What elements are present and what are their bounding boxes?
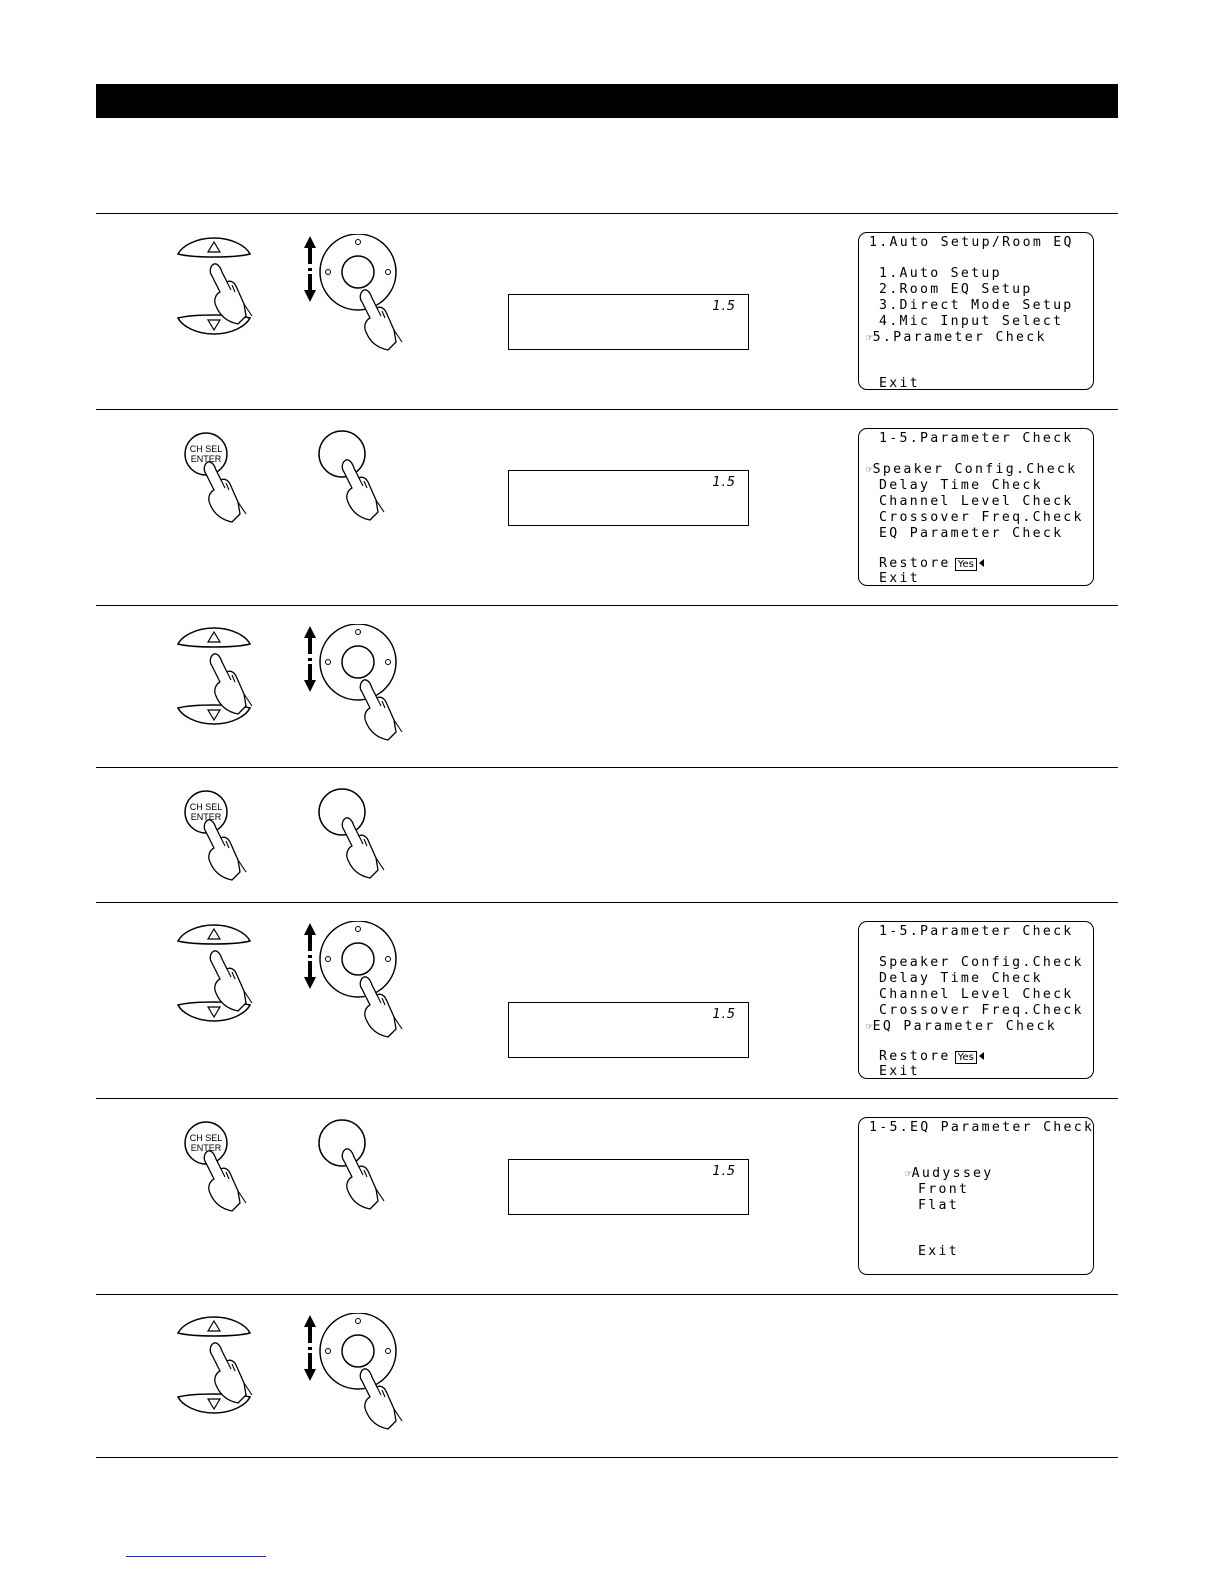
step-2 xyxy=(96,410,1118,605)
osd-exit: Exit xyxy=(879,571,920,586)
osd-menu-item: Crossover Freq.Check xyxy=(879,510,1084,525)
front-panel-display xyxy=(508,1002,749,1058)
left-arrow-icon xyxy=(979,559,984,567)
remote-cursor-pad[interactable] xyxy=(302,234,422,364)
osd-menu-item-selected: Speaker Config.Check xyxy=(872,462,1078,477)
osd-restore-label: Restore xyxy=(879,556,951,571)
osd-menu-item: Flat xyxy=(918,1198,959,1213)
osd-menu-item-selected: 5.Parameter Check xyxy=(872,330,1047,345)
osd-menu-item: 4.Mic Input Select xyxy=(879,314,1064,329)
main-unit-up-down-buttons[interactable] xyxy=(174,234,284,364)
osd-restore-label: Restore xyxy=(879,1049,951,1064)
step-5 xyxy=(96,903,1118,1098)
ch-sel-enter-button[interactable] xyxy=(184,1119,264,1219)
remote-enter-button[interactable] xyxy=(314,788,404,888)
osd-menu-item-selected: EQ Parameter Check xyxy=(872,1019,1057,1034)
osd-menu-item: Channel Level Check xyxy=(879,494,1074,509)
osd-menu-item: Delay Time Check xyxy=(879,971,1043,986)
ch-sel-enter-button[interactable] xyxy=(184,430,264,530)
enter-label: ENTER xyxy=(190,1143,222,1153)
ch-sel-enter-button[interactable] xyxy=(184,788,264,888)
osd-title: 1-5.Parameter Check xyxy=(879,431,1074,446)
display-code: 1.5 xyxy=(712,1007,736,1022)
osd-menu-item: Speaker Config.Check xyxy=(879,955,1084,970)
osd-menu-item: Front xyxy=(918,1182,970,1197)
osd-exit: Exit xyxy=(879,376,920,391)
remote-cursor-pad[interactable] xyxy=(302,921,422,1051)
display-code: 1.5 xyxy=(712,475,736,490)
osd-restore-value: Yes xyxy=(955,1051,977,1064)
step-6 xyxy=(96,1099,1118,1294)
remote-enter-button[interactable] xyxy=(314,1119,404,1219)
osd-parameter-check-menu xyxy=(858,921,1094,1079)
osd-auto-setup-menu xyxy=(858,232,1094,390)
display-code: 1.5 xyxy=(712,1164,736,1179)
section-header-bar xyxy=(96,84,1118,118)
footer-link-underline[interactable] xyxy=(126,1556,266,1557)
step-4 xyxy=(96,768,1118,902)
main-unit-up-down-buttons[interactable] xyxy=(174,1313,284,1443)
remote-cursor-pad[interactable] xyxy=(302,624,422,754)
osd-menu-item: 2.Room EQ Setup xyxy=(879,282,1033,297)
front-panel-display xyxy=(508,1159,749,1215)
osd-menu-item: EQ Parameter Check xyxy=(879,526,1064,541)
ch-sel-label: CH SEL xyxy=(189,444,223,454)
step-1 xyxy=(96,214,1118,409)
ch-sel-label: CH SEL xyxy=(189,802,223,812)
osd-menu-item: Delay Time Check xyxy=(879,478,1043,493)
osd-eq-parameter-check-menu xyxy=(858,1117,1094,1275)
osd-menu-item: 1.Auto Setup xyxy=(879,266,1002,281)
step-divider xyxy=(96,1457,1118,1458)
osd-restore-value: Yes xyxy=(955,558,977,571)
osd-menu-item: Channel Level Check xyxy=(879,987,1074,1002)
osd-title: 1.Auto Setup/Room EQ xyxy=(869,235,1074,250)
osd-menu-item-selected: Audyssey xyxy=(911,1166,994,1181)
osd-exit: Exit xyxy=(879,1064,920,1079)
step-3 xyxy=(96,606,1118,767)
remote-enter-button[interactable] xyxy=(314,430,404,530)
enter-label: ENTER xyxy=(190,812,222,822)
display-code: 1.5 xyxy=(712,299,736,314)
ch-sel-label: CH SEL xyxy=(189,1133,223,1143)
pointer-hand-icon: ☞ xyxy=(866,1020,873,1033)
pointer-hand-icon: ☞ xyxy=(866,463,873,476)
enter-label: ENTER xyxy=(190,454,222,464)
remote-cursor-pad[interactable] xyxy=(302,1313,422,1443)
front-panel-display xyxy=(508,470,749,526)
pointer-hand-icon: ☞ xyxy=(866,331,873,344)
main-unit-up-down-buttons[interactable] xyxy=(174,624,284,754)
step-7 xyxy=(96,1295,1118,1457)
osd-title: 1-5.Parameter Check xyxy=(879,924,1074,939)
osd-menu-item: Crossover Freq.Check xyxy=(879,1003,1084,1018)
osd-title: 1-5.EQ Parameter Check xyxy=(869,1120,1095,1135)
osd-menu-item: 3.Direct Mode Setup xyxy=(879,298,1074,313)
pointer-hand-icon: ☞ xyxy=(905,1167,912,1180)
osd-exit: Exit xyxy=(918,1244,959,1259)
osd-parameter-check-menu xyxy=(858,428,1094,586)
left-arrow-icon xyxy=(979,1052,984,1060)
main-unit-up-down-buttons[interactable] xyxy=(174,921,284,1051)
front-panel-display xyxy=(508,294,749,350)
